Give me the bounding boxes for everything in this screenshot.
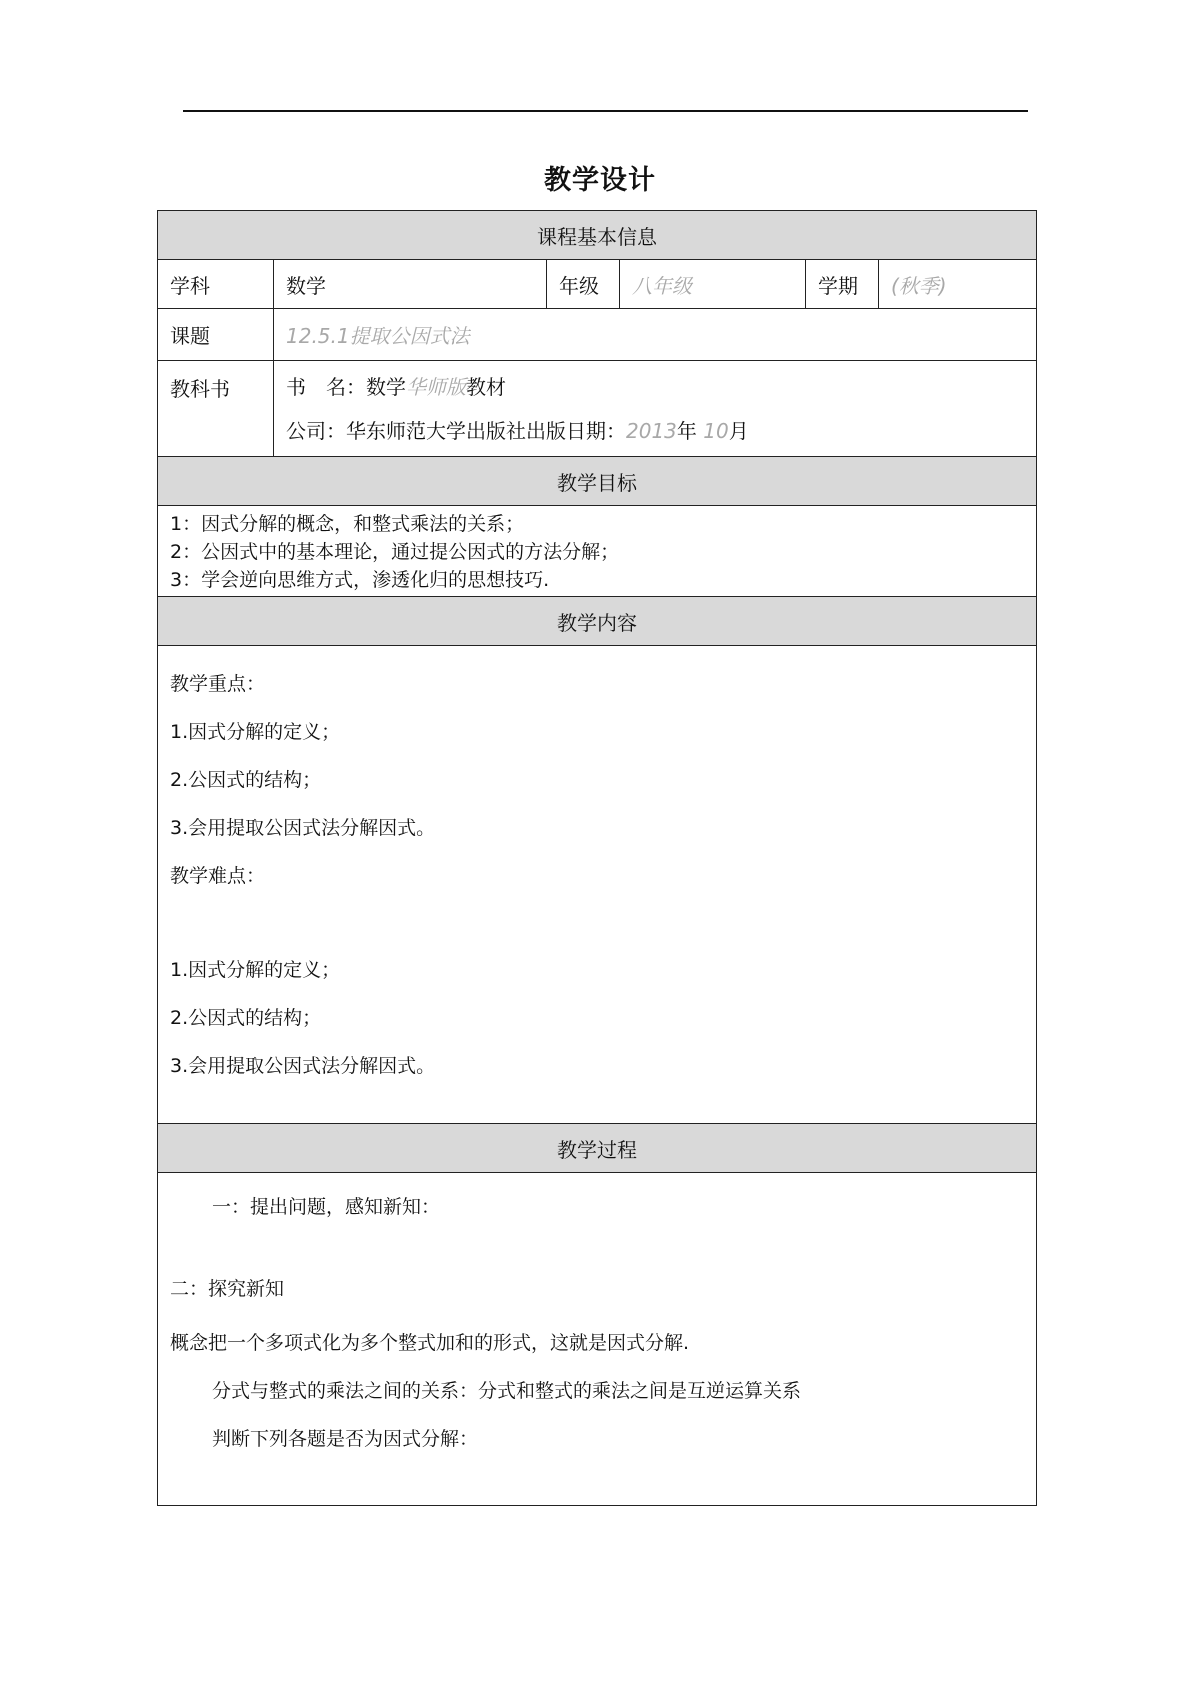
section-header-basic-info (158, 211, 1036, 260)
difficult-point-item: 2.公因式的结构； (170, 1007, 322, 1029)
relation-text: 分式与整式的乘法之间的关系：分式和整式的乘法之间是互逆运算关系 (212, 1380, 802, 1402)
publisher-prefix: 公司：华东师范大学出版社出版日期： (286, 418, 626, 443)
book-name-line (286, 365, 1036, 409)
section-header-process (158, 1124, 1036, 1173)
textbook-row (158, 361, 1036, 457)
section-header-label: 课程基本信息 (537, 224, 657, 249)
key-point-item: 2.公因式的结构； (170, 769, 322, 791)
difficult-points-title: 教学难点： (170, 865, 266, 887)
textbook-label: 教科书 (158, 361, 274, 456)
topic-label: 课题 (158, 309, 274, 360)
document-title: 教学设计 (544, 165, 656, 196)
goals-body (158, 506, 1036, 597)
header-rule (183, 110, 1028, 112)
subject-row (158, 260, 1036, 309)
process-body (158, 1173, 1036, 1505)
term-value: (秋季) (891, 273, 947, 298)
goal-item: 3：学会逆向思维方式，渗透化归的思想技巧. (170, 569, 550, 591)
goal-item: 1：因式分解的概念，和整式乘法的关系； (170, 513, 525, 535)
key-point-item: 3.会用提取公因式法分解因式。 (170, 817, 436, 839)
lesson-plan-table (157, 210, 1037, 1506)
publish-month: 10 (703, 418, 729, 443)
book-name-suffix: 教材 (466, 374, 506, 399)
section-header-label: 教学内容 (557, 610, 637, 635)
publish-year: 2013 (626, 418, 677, 443)
section-header-goals (158, 457, 1036, 506)
grade-value: 八年级 (620, 260, 806, 308)
textbook-info (274, 361, 1036, 456)
publisher-line (286, 409, 1036, 453)
book-version: 华师版 (406, 374, 466, 399)
key-points-title: 教学重点： (170, 673, 266, 695)
year-char: 年 (676, 418, 697, 443)
goal-item: 2：公因式中的基本理论，通过提公因式的方法分解； (170, 541, 620, 563)
spacer (170, 1231, 1024, 1265)
section-header-label: 教学目标 (557, 470, 637, 495)
subject-label: 学科 (158, 260, 274, 308)
concept-text: 概念把一个多项式化为多个整式加和的形式，这就是因式分解. (170, 1332, 690, 1354)
judge-text: 判断下列各题是否为因式分解： (212, 1428, 479, 1450)
key-point-item: 1.因式分解的定义； (170, 721, 341, 743)
topic-value: 12.5.1提取公因式法 (286, 324, 470, 348)
difficult-point-item: 1.因式分解的定义； (170, 959, 341, 981)
difficult-point-item: 3.会用提取公因式法分解因式。 (170, 1055, 436, 1077)
term-label: 学期 (806, 260, 879, 308)
process-step-1: 一：提出问题，感知新知： (212, 1196, 441, 1218)
grade-label: 年级 (547, 260, 620, 308)
section-header-content (158, 597, 1036, 646)
process-step-2: 二：探究新知 (170, 1278, 285, 1300)
content-body (158, 646, 1036, 1124)
month-char: 月 (728, 418, 749, 443)
spacer (170, 900, 1024, 946)
topic-row (158, 309, 1036, 361)
book-name-prefix: 书 名：数学 (286, 374, 406, 399)
section-header-label: 教学过程 (557, 1137, 637, 1162)
subject-value: 数学 (274, 260, 547, 308)
